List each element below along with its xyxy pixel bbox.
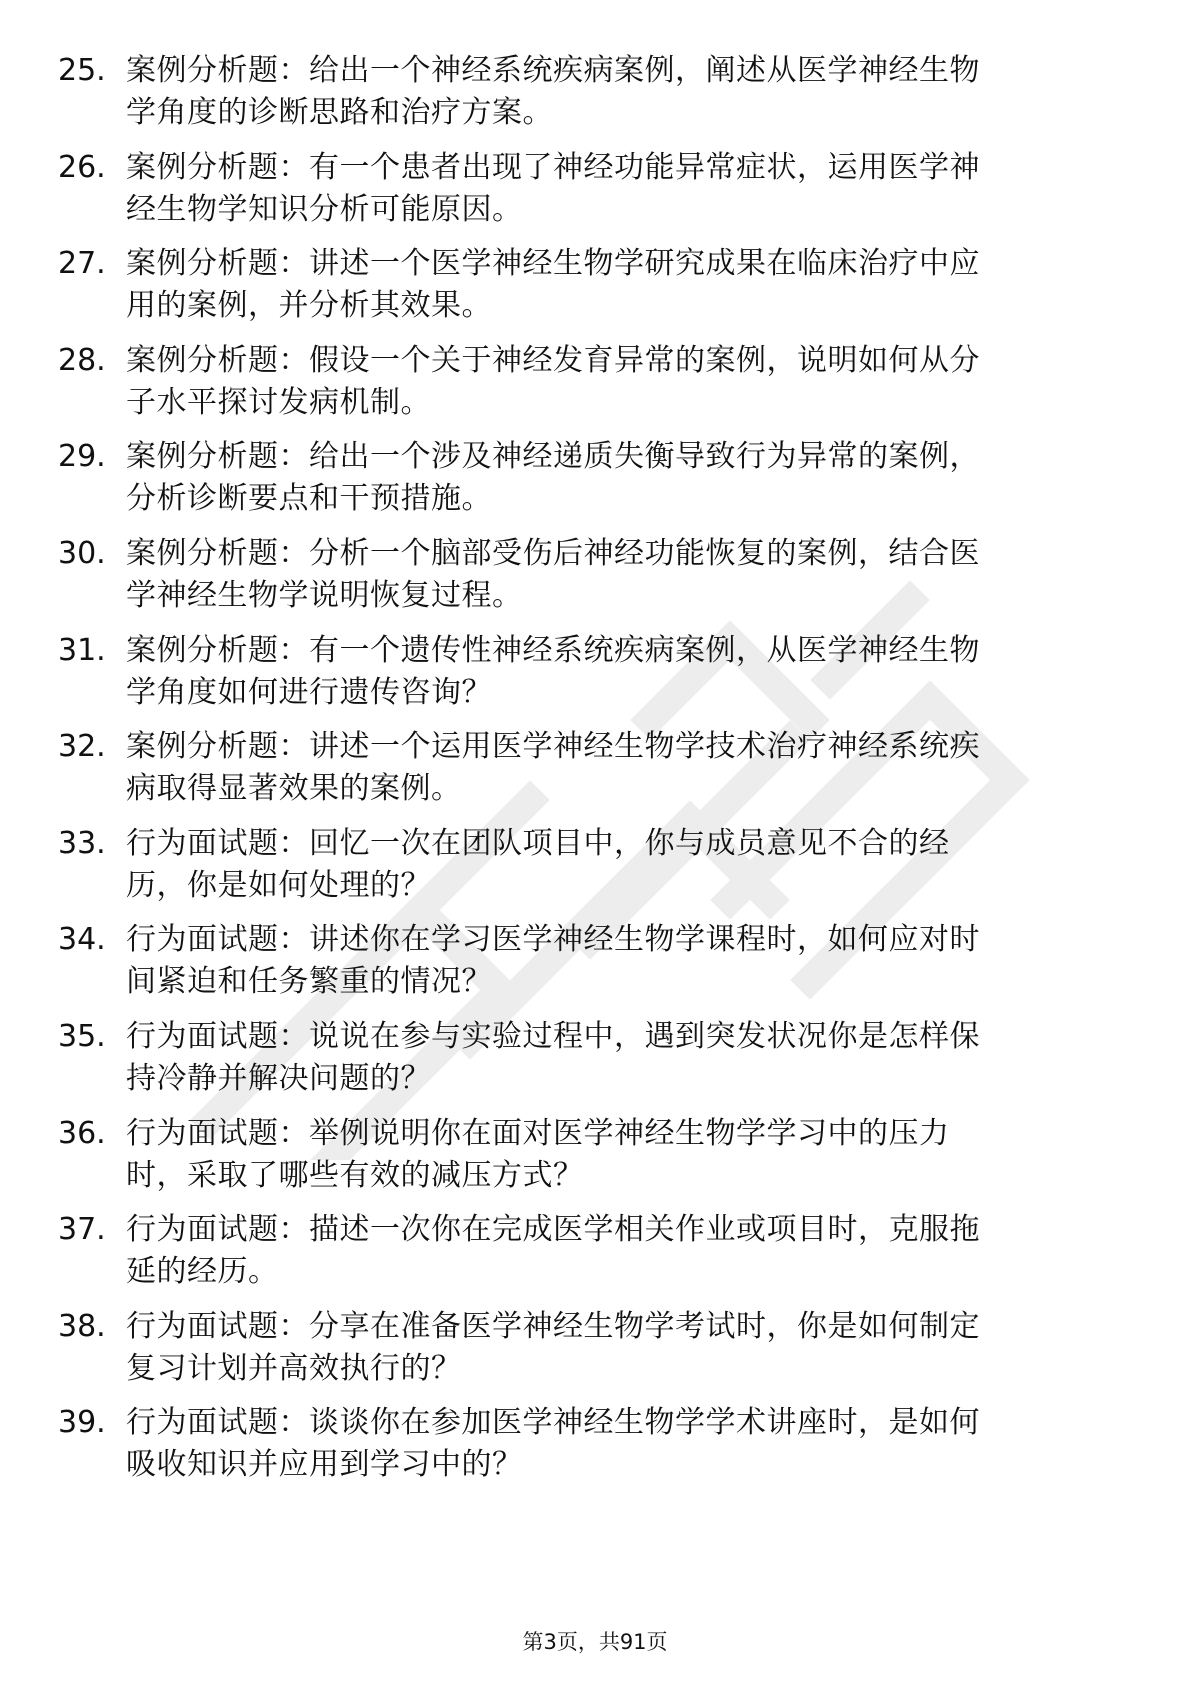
- question-number: 35.: [58, 1018, 106, 1054]
- question-text-line: 案例分析题：假设一个关于神经发育异常的案例，说明如何从分: [126, 342, 980, 378]
- question-text: [126, 1016, 1118, 1100]
- list-item: [58, 1209, 1118, 1306]
- list-item: [58, 726, 1118, 823]
- question-text-line: 时，采取了哪些有效的减压方式？: [126, 1157, 584, 1193]
- list-item: [58, 823, 1118, 920]
- list-item: [58, 243, 1118, 340]
- question-text: [126, 1113, 1118, 1197]
- question-number: 38.: [58, 1308, 106, 1344]
- question-text-line: 经生物学知识分析可能原因。: [126, 191, 523, 227]
- question-text-line: 行为面试题：说说在参与实验过程中，遇到突发状况你是怎样保: [126, 1018, 980, 1054]
- list-item: [58, 50, 1118, 147]
- question-text: [126, 533, 1118, 617]
- question-list: [58, 50, 1118, 1499]
- question-number: 29.: [58, 439, 106, 475]
- question-text-line: 学神经生物学说明恢复过程。: [126, 577, 523, 613]
- question-number: 28.: [58, 342, 106, 378]
- question-text-line: 行为面试题：回忆一次在团队项目中，你与成员意见不合的经: [126, 825, 950, 861]
- question-text: [126, 1209, 1118, 1293]
- list-item: [58, 340, 1118, 437]
- question-text-line: 用的案例，并分析其效果。: [126, 288, 492, 324]
- question-text-line: 间紧迫和任务繁重的情况？: [126, 964, 492, 1000]
- question-text: [126, 243, 1118, 327]
- list-item: [58, 147, 1118, 244]
- list-item: [58, 1306, 1118, 1403]
- question-number: 37.: [58, 1212, 106, 1248]
- page-footer: [0, 1628, 1190, 1656]
- question-text-line: 案例分析题：讲述一个运用医学神经生物学技术治疗神经系统疾: [126, 729, 980, 765]
- question-number: 26.: [58, 149, 106, 185]
- list-item: [58, 436, 1118, 533]
- list-item: [58, 1016, 1118, 1113]
- question-text-line: 持冷静并解决问题的？: [126, 1060, 431, 1096]
- question-text-line: 复习计划并高效执行的？: [126, 1350, 462, 1386]
- question-text-line: 行为面试题：谈谈你在参加医学神经生物学学术讲座时，是如何: [126, 1405, 980, 1441]
- question-number: 27.: [58, 246, 106, 282]
- question-text-line: 案例分析题：有一个遗传性神经系统疾病案例，从医学神经生物: [126, 632, 980, 668]
- list-item: [58, 1113, 1118, 1210]
- list-item: [58, 1402, 1118, 1499]
- question-number: 30.: [58, 535, 106, 571]
- question-text: [126, 919, 1118, 1003]
- question-text: [126, 340, 1118, 424]
- question-text: [126, 823, 1118, 907]
- question-number: 31.: [58, 632, 106, 668]
- question-number: 32.: [58, 729, 106, 765]
- question-text-line: 行为面试题：讲述你在学习医学神经生物学课程时，如何应对时: [126, 922, 980, 958]
- list-item: [58, 630, 1118, 727]
- question-text-line: 行为面试题：举例说明你在面对医学神经生物学学习中的压力: [126, 1115, 950, 1151]
- question-text-line: 案例分析题：给出一个神经系统疾病案例，阐述从医学神经生物: [126, 53, 980, 88]
- question-text-line: 案例分析题：给出一个涉及神经递质失衡导致行为异常的案例，: [126, 439, 980, 475]
- list-item: [58, 533, 1118, 630]
- question-number: 39.: [58, 1405, 106, 1441]
- question-text-line: 案例分析题：有一个患者出现了神经功能异常症状，运用医学神: [126, 149, 980, 185]
- question-text: [126, 1402, 1118, 1486]
- question-text-line: 延的经历。: [126, 1254, 279, 1290]
- question-number: 33.: [58, 825, 106, 861]
- question-text-line: 学角度如何进行遗传咨询？: [126, 674, 492, 710]
- question-text-line: 吸收知识并应用到学习中的？: [126, 1447, 523, 1483]
- question-text-line: 分析诊断要点和干预措施。: [126, 481, 492, 517]
- question-text: [126, 1306, 1118, 1390]
- list-item: [58, 919, 1118, 1016]
- question-text-line: 案例分析题：分析一个脑部受伤后神经功能恢复的案例，结合医: [126, 535, 980, 571]
- question-text: [126, 726, 1118, 810]
- question-text: [126, 630, 1118, 714]
- question-text: [126, 50, 1118, 134]
- question-text-line: 子水平探讨发病机制。: [126, 384, 431, 420]
- question-text-line: 行为面试题：分享在准备医学神经生物学考试时，你是如何制定: [126, 1308, 980, 1344]
- question-number: 25.: [58, 53, 106, 88]
- question-text-line: 案例分析题：讲述一个医学神经生物学研究成果在临床治疗中应: [126, 246, 980, 282]
- question-number: 34.: [58, 922, 106, 958]
- question-number: 36.: [58, 1115, 106, 1151]
- question-text: [126, 147, 1118, 231]
- question-text-line: 行为面试题：描述一次你在完成医学相关作业或项目时，克服拖: [126, 1212, 980, 1248]
- question-text: [126, 436, 1118, 520]
- question-text-line: 历，你是如何处理的？: [126, 867, 431, 903]
- page-number-label: 第3页，共91页: [522, 1630, 668, 1654]
- question-text-line: 病取得显著效果的案例。: [126, 771, 462, 807]
- question-text-line: 学角度的诊断思路和治疗方案。: [126, 95, 553, 130]
